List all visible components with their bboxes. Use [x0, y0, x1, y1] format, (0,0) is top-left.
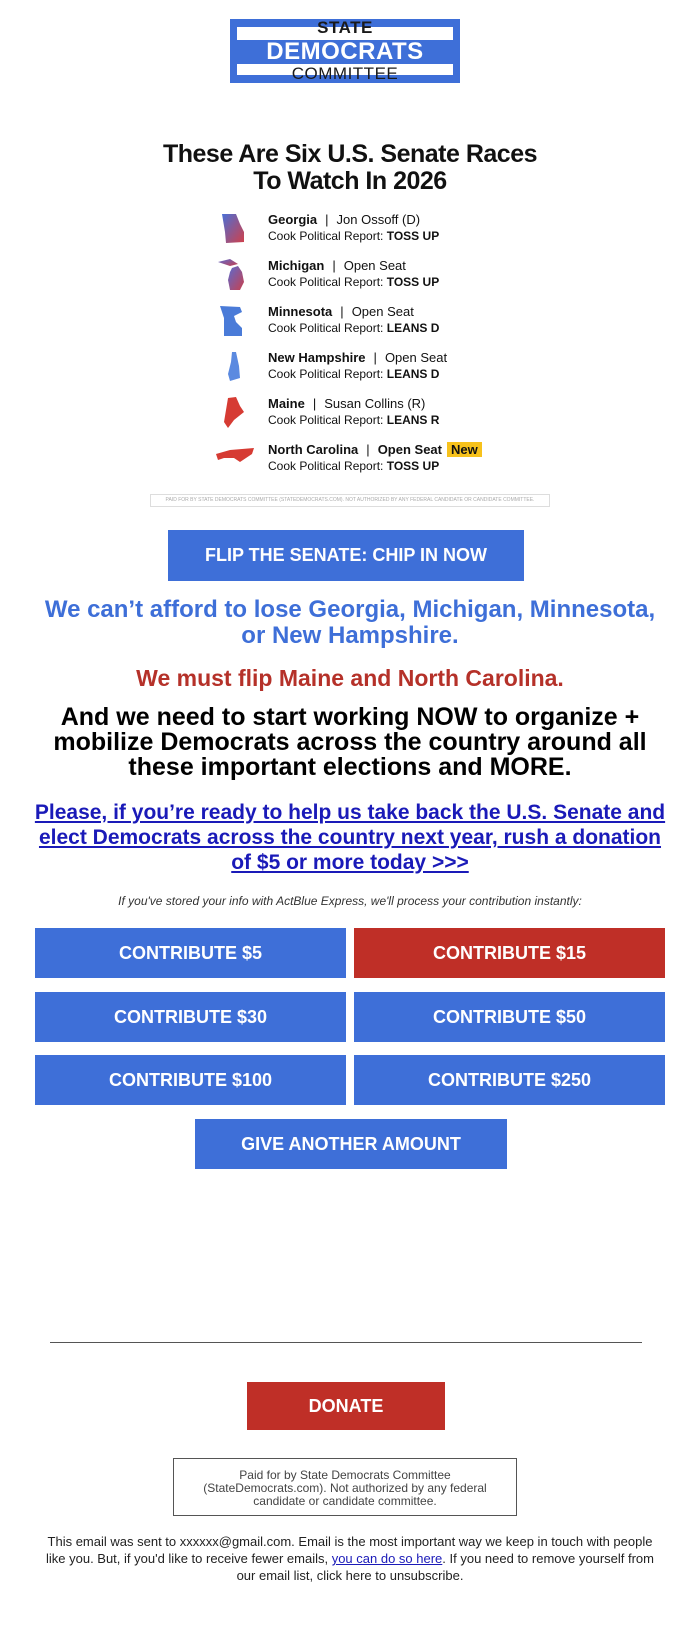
donate-text-link[interactable]: Please, if you’re ready to help us take back the U.S. Senate and elect Democrats across the country next year, rush a donation of $5 or more today >>>	[34, 801, 666, 874]
red-headline: We must flip Maine and North Carolina.	[136, 665, 564, 691]
michigan-map-icon	[216, 258, 256, 292]
rating-line: Cook Political Report: LEANS D	[268, 321, 440, 335]
new-hampshire-map-icon	[216, 350, 256, 384]
flip-the-senate-button[interactable]: FLIP THE SENATE: CHIP IN NOW	[168, 530, 524, 581]
logo-democrats-text: DEMOCRATS	[230, 40, 460, 64]
give-another-amount-button[interactable]: GIVE ANOTHER AMOUNT	[195, 1119, 507, 1169]
logo	[230, 19, 460, 83]
contribute-50-button[interactable]: CONTRIBUTE $50	[354, 992, 665, 1042]
state-name: New Hampshire	[268, 350, 366, 365]
divider	[50, 1342, 642, 1343]
contribute-250-button[interactable]: CONTRIBUTE $250	[354, 1055, 665, 1105]
rating-value: TOSS UP	[386, 459, 440, 473]
rating-line: Cook Political Report: TOSS UP	[268, 459, 440, 473]
donate-button[interactable]: DONATE	[247, 1382, 445, 1430]
paid-for-box: Paid for by State Democrats Committee (StateDemocrats.com). Not authorized by any federal candidate or candidate committee.	[173, 1458, 517, 1516]
contribute-30-button[interactable]: CONTRIBUTE $30	[35, 992, 346, 1042]
race-new-hampshire	[216, 350, 516, 390]
contribute-15-button[interactable]: CONTRIBUTE $15	[354, 928, 665, 978]
races-title: These Are Six U.S. Senate Races To Watch In 2026	[162, 140, 538, 195]
north-carolina-map-icon	[216, 442, 256, 476]
contribute-5-button[interactable]: CONTRIBUTE $5	[35, 928, 346, 978]
race-status: Open Seat	[343, 258, 406, 273]
race-georgia	[216, 212, 516, 252]
state-name: North Carolina	[268, 442, 359, 457]
race-line-michigan: Michigan | Open Seat	[268, 258, 406, 273]
state-name: Georgia	[268, 212, 318, 227]
rating-value: LEANS D	[386, 367, 440, 381]
rating-value: LEANS D	[386, 321, 440, 335]
fewer-emails-link[interactable]: you can do so here	[331, 1551, 443, 1566]
race-line-maine: Maine | Susan Collins (R)	[268, 396, 426, 411]
rating-line: Cook Political Report: TOSS UP	[268, 229, 440, 243]
race-line-new-hampshire: New Hampshire | Open Seat	[268, 350, 448, 365]
state-name: Michigan	[268, 258, 325, 273]
contribute-100-button[interactable]: CONTRIBUTE $100	[35, 1055, 346, 1105]
rating-line: Cook Political Report: LEANS D	[268, 367, 440, 381]
rating-value: LEANS R	[386, 413, 440, 427]
footer-text: This email was sent to xxxxxx@gmail.com. Email is the most important way we keep in touch with people like you. But, if you'd like to receive fewer emails, you can do so here. If you need to remove yourself from our email list, click here to unsubscribe.	[45, 1534, 654, 1583]
race-line-north-carolina: North Carolina | Open Seat New	[268, 442, 482, 458]
georgia-map-icon	[216, 212, 256, 246]
black-headline: And we need to start working NOW to organize + mobilize Democrats across the country around all these important elections and MORE.	[53, 703, 647, 781]
state-name: Minnesota	[268, 304, 333, 319]
rating-line: Cook Political Report: LEANS R	[268, 413, 440, 427]
race-maine	[216, 396, 516, 436]
race-status: Open Seat	[377, 442, 442, 457]
maine-map-icon	[216, 396, 256, 430]
actblue-note: If you've stored your info with ActBlue Express, we'll process your contribution instantly:	[118, 894, 582, 908]
blue-headline: We can’t afford to lose Georgia, Michigan, Minnesota, or New Hampshire.	[44, 596, 656, 649]
rating-value: TOSS UP	[386, 275, 440, 289]
race-status: Jon Ossoff (D)	[336, 212, 421, 227]
new-badge: New	[447, 442, 482, 457]
race-status: Open Seat	[384, 350, 448, 365]
race-michigan	[216, 258, 516, 298]
race-status: Open Seat	[351, 304, 414, 319]
logo-inner	[237, 18, 453, 83]
minnesota-map-icon	[216, 304, 256, 338]
logo-state-text: STATE	[317, 18, 373, 37]
race-minnesota	[216, 304, 516, 344]
state-name: Maine	[268, 396, 305, 411]
race-north-carolina	[216, 442, 516, 482]
race-status: Susan Collins (R)	[324, 396, 426, 411]
logo-committee-text: COMMITTEE	[291, 64, 399, 83]
graphic-disclaimer: PAID FOR BY STATE DEMOCRATS COMMITTEE (STATEDEMOCRATS.COM). NOT AUTHORIZED BY ANY FEDERAL CANDIDATE OR CANDIDATE COMMITTEE.	[150, 494, 550, 507]
race-line-minnesota: Minnesota | Open Seat	[268, 304, 414, 319]
rating-value: TOSS UP	[386, 229, 440, 243]
rating-line: Cook Political Report: TOSS UP	[268, 275, 440, 289]
race-line-georgia: Georgia | Jon Ossoff (D)	[268, 212, 421, 227]
